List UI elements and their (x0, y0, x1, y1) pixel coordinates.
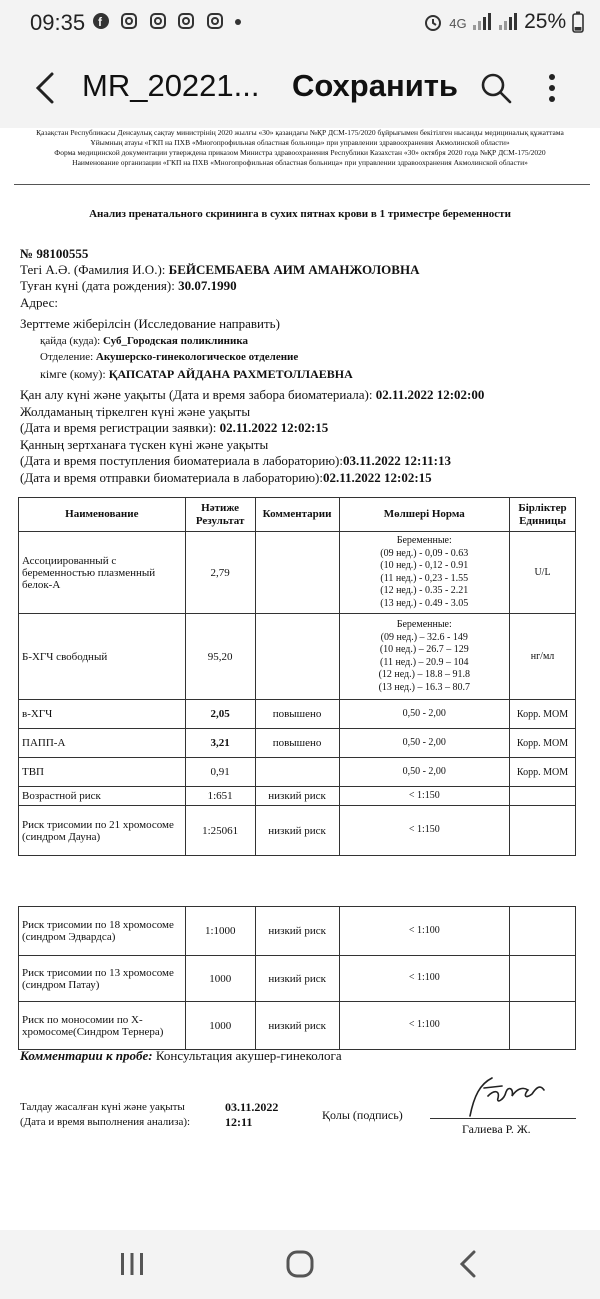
comment-label: Комментарии к пробе: (20, 1048, 153, 1063)
norm-line: < 1:100 (408, 972, 440, 984)
analysis-date-labels (20, 1100, 190, 1130)
reg-label: (Дата и время регистрации заявки): (20, 420, 220, 435)
cell-result: 1:1000 (185, 907, 255, 956)
network-type: 4G (449, 16, 467, 31)
cell-comment (255, 758, 339, 787)
table-row (19, 806, 576, 856)
cell-result: 3,21 (185, 729, 255, 758)
cell-result: 0,91 (185, 758, 255, 787)
cell-result: 1:25061 (185, 806, 255, 856)
search-icon[interactable] (478, 70, 514, 106)
cell-comment: низкий риск (255, 907, 339, 956)
sample-comment (20, 1048, 342, 1064)
signature-label: Қолы (подпись) (322, 1108, 403, 1122)
navigation-bar (0, 1230, 600, 1299)
cell-name: Б-ХГЧ свободный (19, 614, 186, 700)
norm-line: < 1:150 (408, 789, 440, 801)
cell-unit: Корр. МОМ (510, 729, 576, 758)
document-page (0, 128, 600, 1230)
cell-comment (255, 532, 339, 614)
cell-name: Риск по моносомии по Х-хромосоме(Синдром Тернера) (19, 1002, 186, 1050)
address-label: Адрес: (20, 295, 58, 310)
reg-value: 02.11.2022 12:02:15 (219, 420, 329, 435)
document-title: Анализ пренатального скрининга в сухих пятнах крови в 1 триместре беременности (89, 208, 511, 220)
svg-text:f: f (98, 15, 108, 29)
collect-value: 02.11.2022 12:02:00 (375, 387, 485, 402)
home-icon[interactable] (280, 1248, 320, 1280)
done-label-kz: Талдау жасалған күні және уақыты (20, 1101, 185, 1113)
instagram-icon (149, 12, 167, 30)
cell-result: 1000 (185, 956, 255, 1002)
cell-name: ТВП (19, 758, 186, 787)
patient-name-label: Тегі А.Ә. (Фамилия И.О.): (20, 262, 169, 277)
reg-label-kz: Жолдаманың тіркелген күні және уақыты (20, 404, 251, 419)
dept-label: Отделение: (40, 351, 96, 363)
cell-unit (510, 956, 576, 1002)
collect-label: Қан алу күні және уақыты (Дата и время забора биоматериала): (20, 387, 376, 402)
results-body-continued (19, 907, 576, 1050)
norm-line: 0,50 - 2,00 (402, 736, 446, 748)
document-header (0, 128, 600, 168)
col-header-result: Нәтиже Результат (185, 498, 255, 532)
norm-line: (13 нед.) - 0.49 - 3.05 (380, 597, 469, 609)
dob-label: Туған күні (дата рождения): (20, 278, 179, 293)
cell-unit (510, 907, 576, 956)
done-label-ru: (Дата и время выполнения анализа): (20, 1116, 191, 1128)
patient-name-field (20, 262, 419, 278)
header-divider (14, 184, 590, 185)
whom-label: кімге (кому): (40, 367, 109, 381)
table-row (19, 700, 576, 729)
back-arrow-icon[interactable] (22, 64, 70, 112)
norm-line: (10 нед.) – 26.7 – 129 (379, 644, 469, 655)
cell-norm (339, 614, 509, 700)
collect-field (20, 387, 484, 403)
table-row (19, 787, 576, 806)
norm-line: (12 нед.) - 0.35 - 2.21 (380, 585, 469, 596)
send-value: 02.11.2022 12:02:15 (322, 470, 432, 485)
status-time: 09:35 (30, 10, 86, 35)
cell-name: в-ХГЧ (19, 700, 186, 729)
battery-icon (572, 11, 584, 33)
signature-scribble-icon (440, 1066, 580, 1126)
lab-label-kz: Қанның зертханаға түскен күні және уақыты (20, 437, 269, 452)
where-label: қайда (куда): (40, 335, 103, 347)
header-line: Қазақстан Республикасы Денсаулық сақтау министрінің 2020 жылғы «30» қазандағы №ҚР ДСМ-175/2020 бұйрығымен бекітілген нысанды медициналық құжаттама (36, 128, 564, 137)
col-header-unit: Бірліктер Единицы (510, 498, 576, 532)
cell-unit: Корр. МОМ (510, 700, 576, 729)
cell-norm (339, 1002, 510, 1050)
cell-unit (510, 1002, 576, 1050)
cell-name: ПАПП-А (19, 729, 186, 758)
lab-label: (Дата и время поступления биоматериала в лабораторию): (20, 453, 343, 468)
alarm-icon (423, 12, 443, 32)
status-right (423, 10, 584, 34)
cell-name: Риск трисомии по 13 хромосоме (синдром Патау) (19, 956, 186, 1002)
done-time: 12:11 (225, 1115, 253, 1129)
where-value: Суб_Городская поликлиника (102, 335, 249, 347)
cell-norm (339, 787, 509, 806)
norm-line: (12 нед.) – 18.8 – 91.8 (378, 669, 470, 680)
cell-norm (339, 758, 509, 787)
norm-line: < 1:100 (408, 924, 440, 936)
cell-norm (339, 532, 509, 614)
status-bar (0, 0, 600, 48)
battery-level: 25% (524, 10, 567, 33)
recent-apps-icon[interactable] (112, 1248, 152, 1280)
col-header-norm: Мөлшері Норма (339, 498, 509, 532)
save-button[interactable]: Сохранить (292, 68, 458, 103)
cell-result: 95,20 (185, 614, 255, 700)
norm-line: 0,50 - 2,00 (402, 765, 446, 777)
cell-unit (510, 787, 576, 806)
header-line: Наименование организации «ГКП на ПХВ «Многопрофильная областная больница» при управлении здравоохранения Акмолинской области» (72, 158, 528, 167)
table-row (19, 758, 576, 787)
cell-unit: Корр. МОМ (510, 758, 576, 787)
norm-line: (11 нед.) - 0,23 - 1.55 (380, 572, 469, 584)
lab-field (20, 453, 451, 469)
cell-comment: низкий риск (255, 787, 339, 806)
instagram-icon (120, 12, 138, 30)
cell-comment: повышено (255, 729, 339, 758)
cell-result: 2,79 (185, 532, 255, 614)
instagram-icon (206, 12, 224, 30)
cell-name: Риск трисомии по 21 хромосоме (синдром Дауна) (19, 806, 186, 856)
dot-icon (234, 12, 242, 30)
instagram-icon (177, 12, 195, 30)
results-table (18, 497, 576, 856)
signal-icon (472, 13, 492, 31)
col-header-name: Наименование (19, 498, 186, 532)
cell-norm (339, 956, 510, 1002)
back-nav-icon[interactable] (448, 1248, 488, 1280)
table-row (19, 907, 576, 956)
norm-line: < 1:150 (408, 824, 440, 836)
whom-field (40, 367, 353, 382)
table-row (19, 956, 576, 1002)
table-row (19, 532, 576, 614)
notification-icons (92, 12, 242, 30)
norm-line: (09 нед.) - 0,09 - 0.63 (380, 547, 469, 559)
reg-field (20, 420, 328, 436)
cell-comment: повышено (255, 700, 339, 729)
cell-name: Ассоциированный с беременностью плазменный белок-А (19, 532, 186, 614)
cell-name: Возрастной риск (19, 787, 186, 806)
cell-comment: низкий риск (255, 1002, 339, 1050)
signature-line (430, 1118, 576, 1119)
results-table-continued (18, 906, 576, 1050)
referral-label: Зерттеме жіберілсін (Исследование направить) (20, 316, 280, 331)
col-header-comment: Комментарии (255, 498, 339, 532)
facebook-icon (92, 12, 110, 30)
comment-value: Консультация акушер-гинеколога (155, 1048, 342, 1063)
norm-line: 0,50 - 2,00 (402, 707, 446, 719)
norm-line: (09 нед.) – 32.6 - 149 (380, 631, 468, 643)
table-row (19, 614, 576, 700)
cell-result: 1000 (185, 1002, 255, 1050)
dept-value: Акушерско-гинекологическое отделение (95, 351, 299, 363)
table-row (19, 1002, 576, 1050)
cell-comment (255, 614, 339, 700)
patient-name: БЕЙСЕМБАЕВА АИМ АМАНЖОЛОВНА (168, 262, 420, 277)
app-bar (0, 48, 600, 128)
cell-name: Риск трисомии по 18 хромосоме (синдром Эдвардса) (19, 907, 186, 956)
cell-unit: нг/мл (510, 614, 576, 700)
dob-value: 30.07.1990 (178, 278, 237, 293)
norm-line: (13 нед.) – 16.3 – 80.7 (378, 681, 470, 693)
signer-name: Галиева Р. Ж. (462, 1122, 531, 1136)
more-vert-icon[interactable] (540, 70, 564, 106)
header-line: Форма медицинской документации утверждена приказом Министра здравоохранения Республики Казахстан «30» октября 2020 года №ҚР ДСМ-175/2020 (54, 148, 546, 157)
dob-field (20, 278, 237, 294)
cell-norm (339, 907, 510, 956)
cell-unit: U/L (510, 532, 576, 614)
norm-line: (10 нед.) - 0,12 - 0.91 (380, 560, 469, 571)
document-number: № 98100555 (20, 246, 89, 261)
norm-line: Беременные: (396, 619, 452, 630)
cell-comment: низкий риск (255, 956, 339, 1002)
cell-comment: низкий риск (255, 806, 339, 856)
analysis-date-values (225, 1100, 278, 1130)
cell-unit (510, 806, 576, 856)
norm-line: (11 нед.) – 20.9 – 104 (380, 656, 469, 668)
whom-value: ҚАПСАТАР АЙДАНА РАХМЕТОЛЛАЕВНА (108, 367, 353, 381)
cell-result: 1:651 (185, 787, 255, 806)
cell-result: 2,05 (185, 700, 255, 729)
cell-norm (339, 700, 509, 729)
lab-value: 03.11.2022 12:11:13 (343, 453, 451, 468)
send-label: (Дата и время отправки биоматериала в лабораторию): (20, 470, 323, 485)
done-date: 03.11.2022 (225, 1100, 279, 1114)
cell-norm (339, 806, 509, 856)
dept-field (40, 351, 298, 363)
signal-icon (498, 13, 518, 31)
cell-norm (339, 729, 509, 758)
table-row (19, 729, 576, 758)
header-line: Ұйымның атауы «ГКП на ПХВ «Многопрофильная областная больница» при управлении здравоохранения Акмолинской области» (90, 138, 510, 147)
where-field (40, 335, 248, 347)
send-field (20, 470, 432, 486)
file-title: MR_20221... (82, 68, 260, 103)
norm-line: Беременные: (396, 535, 452, 546)
norm-line: < 1:100 (408, 1019, 440, 1031)
results-body (19, 532, 576, 856)
